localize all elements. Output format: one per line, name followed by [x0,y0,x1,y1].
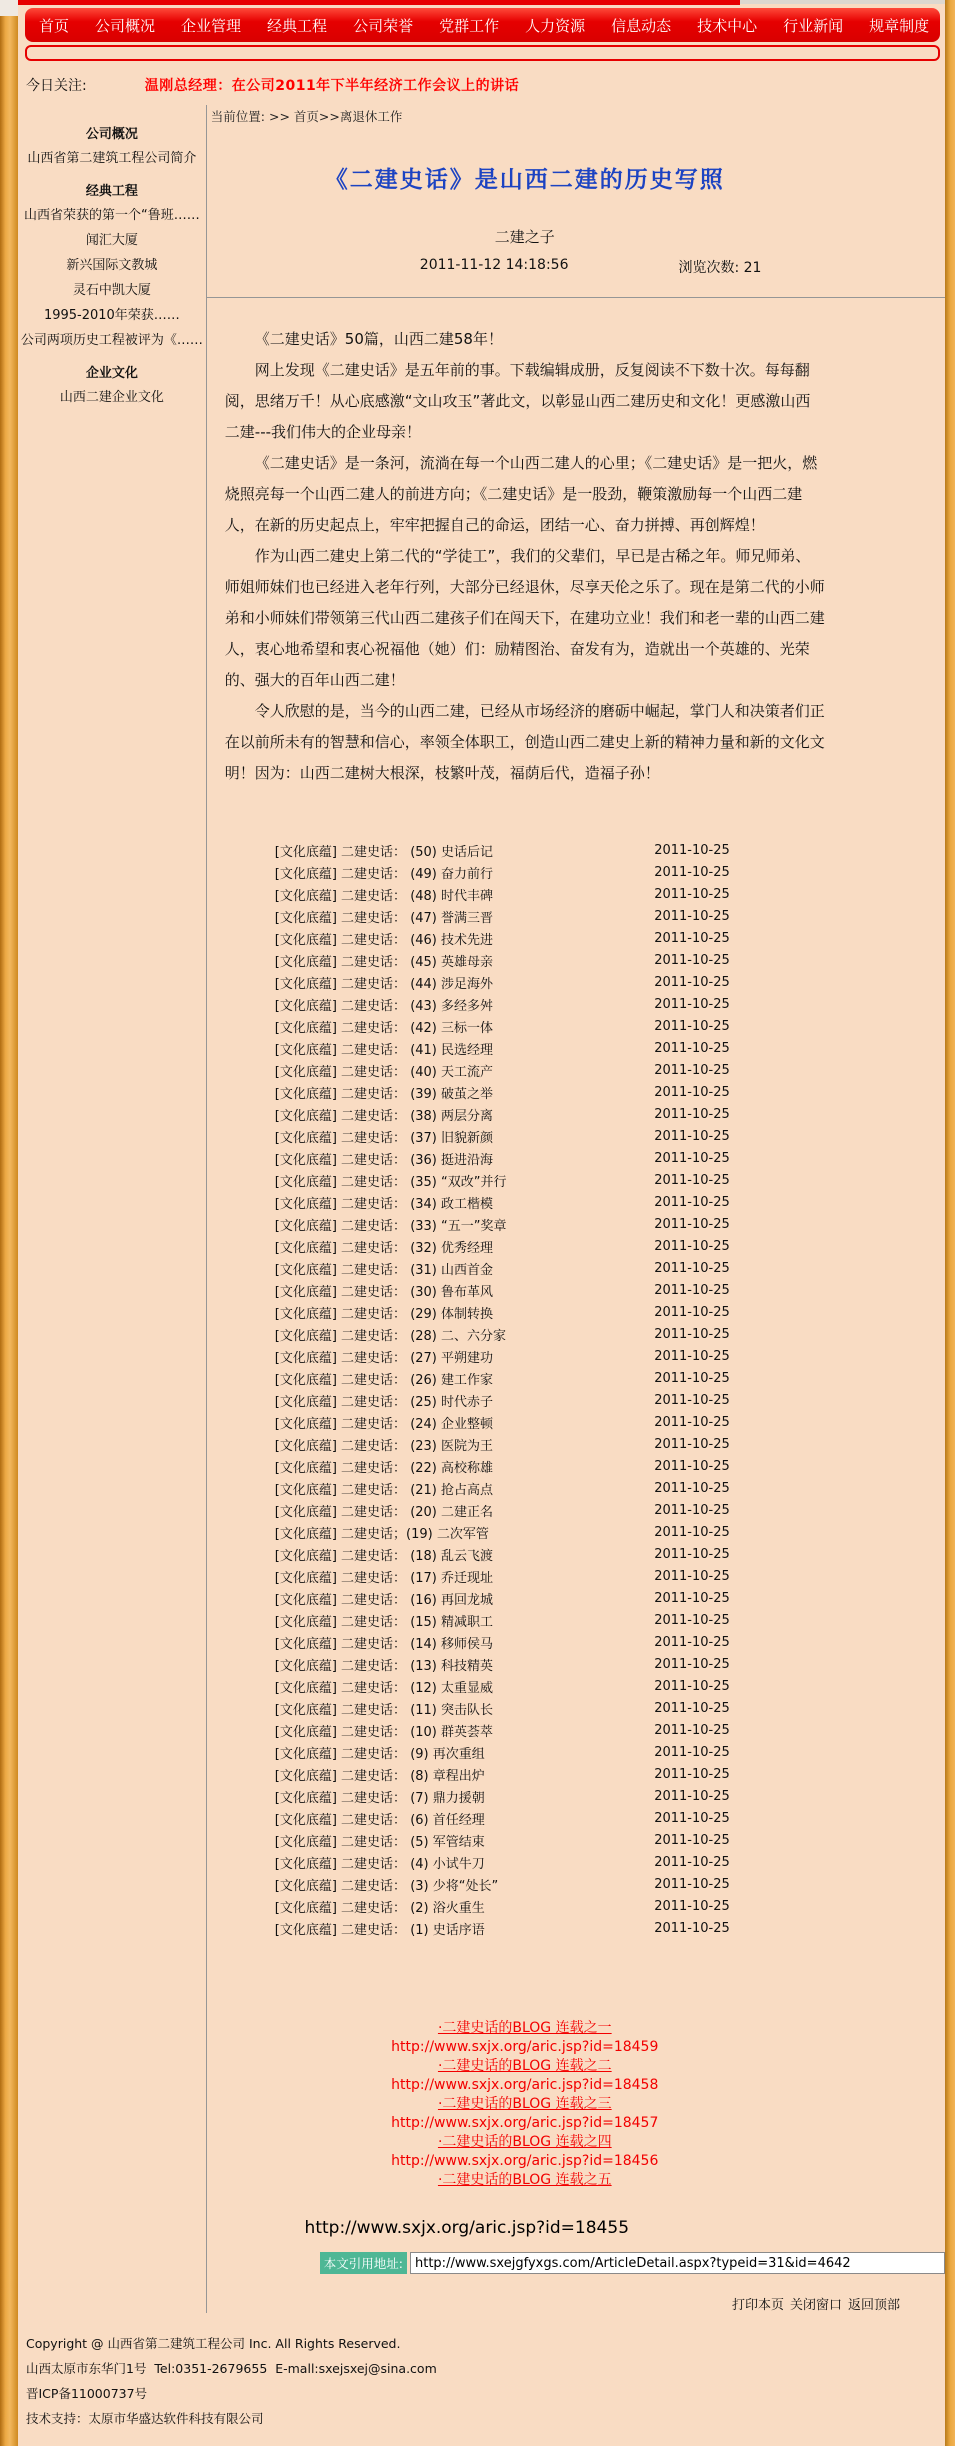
blog-link[interactable]: http://www.sxjx.org/aric.jsp?id=18458 [391,2077,659,2093]
article-paragraph: 《二建史话》50篇，山西二建58年！ [254,330,503,348]
sidebar-link[interactable]: 1995-2010年荣获…… [43,308,180,323]
list-item-date: 2011-10-25 [654,1722,730,1738]
list-item-title[interactable]: [文化底蕴] 二建史话： (10) 群英荟萃 [274,1724,494,1740]
nav-item[interactable]: 人力资源 [525,16,586,35]
list-item[interactable] [225,1785,825,1807]
list-item-date: 2011-10-25 [654,1172,730,1188]
page-actions-row [207,2294,945,2313]
list-item[interactable] [225,1059,825,1081]
list-item-title[interactable]: [文化底蕴] 二建史话： (48) 时代丰碑 [274,888,494,904]
nav-item[interactable]: 党群工作 [439,16,500,35]
list-item-date: 2011-10-25 [654,1744,730,1760]
list-item-title[interactable]: [文化底蕴] 二建史话： (39) 破茧之举 [274,1086,494,1102]
list-item-title[interactable]: [文化底蕴] 二建史话： (1) 史话序语 [274,1922,485,1938]
nav-item[interactable]: 首页 [39,16,70,35]
list-item[interactable] [225,1081,825,1103]
blog-link[interactable]: http://www.sxjx.org/aric.jsp?id=18456 [391,2153,659,2169]
list-item-date: 2011-10-25 [654,974,730,990]
list-item-date: 2011-10-25 [654,1414,730,1430]
today-focus-headline[interactable]: 温刚总经理：在公司2011年下半年经济工作会议上的讲话 [144,78,520,94]
sidebar-section-title: 经典工程 [85,184,138,199]
plain-article-url[interactable]: http://www.sxjx.org/aric.jsp?id=18455 [304,2218,630,2238]
list-item[interactable] [225,971,825,993]
page-container [18,0,945,2446]
article-paragraph: 令人欣慰的是，当今的山西二建，已经从市场经济的磨砺中崛起，掌门人和决策者们正在以前所未有的智慧和信心，率领全体职工，创造山西二建史上新的精神力量和新的文化文明！因为：山西二建树大根深，枝繁叶茂，福荫后代，造福子孙！ [224,702,825,782]
list-item[interactable] [225,1829,825,1851]
today-focus-row [18,75,945,95]
list-item[interactable] [225,1873,825,1895]
cite-url-label: 本文引用地址: [320,2252,407,2274]
list-item[interactable] [225,1433,825,1455]
list-item-title[interactable]: [文化底蕴] 二建史话；(19) 二次军管 [274,1526,489,1542]
list-item-title[interactable]: [文化底蕴] 二建史话： (47) 誉满三晋 [274,910,494,926]
list-item-date: 2011-10-25 [654,1150,730,1166]
list-item[interactable] [225,1213,825,1235]
list-item-date: 2011-10-25 [654,1524,730,1540]
list-item-title[interactable]: [文化底蕴] 二建史话： (49) 奋力前行 [274,866,494,882]
list-item-date: 2011-10-25 [654,1546,730,1562]
list-item-title[interactable]: [文化底蕴] 二建史话： (4) 小试牛刀 [274,1856,485,1872]
list-item-title[interactable]: [文化底蕴] 二建史话： (27) 平朔建功 [274,1350,494,1366]
page-action-link[interactable]: 关闭窗口 [789,2298,842,2313]
list-item-date: 2011-10-25 [654,1348,730,1364]
sidebar-links [18,391,206,405]
sidebar-link[interactable]: 山西省荣获的第一个“鲁班…… [24,208,200,223]
sidebar-section-title: 企业文化 [85,366,138,381]
list-item-date: 2011-10-25 [654,1062,730,1078]
footer-line: Copyright @ 山西省第二建筑工程公司 Inc. All Rights Reserved. [26,2336,401,2351]
list-item[interactable] [225,1807,825,1829]
sidebar-link[interactable]: 闻汇大厦 [85,233,138,248]
list-item-date: 2011-10-25 [654,996,730,1012]
list-item-title[interactable]: [文化底蕴] 二建史话： (6) 首任经理 [274,1812,485,1828]
sidebar-link[interactable]: 山西省第二建筑工程公司简介 [27,151,197,166]
list-item-date: 2011-10-25 [654,1590,730,1606]
article-header [225,161,825,277]
list-item-title[interactable]: [文化底蕴] 二建史话： (46) 技术先进 [274,932,494,948]
sidebar-link[interactable]: 灵石中凯大厦 [72,283,151,298]
list-item[interactable] [225,861,825,883]
list-item-title[interactable]: [文化底蕴] 二建史话： (31) 山西首金 [274,1262,494,1278]
list-item-date: 2011-10-25 [654,1326,730,1342]
list-item-title[interactable]: [文化底蕴] 二建史话： (35) “双改”并行 [274,1174,507,1190]
article-view-count: 浏览次数: 21 [678,260,762,276]
list-item-date: 2011-10-25 [654,1700,730,1716]
list-item[interactable] [225,883,825,905]
list-item[interactable] [225,839,825,861]
list-item-title[interactable]: [文化底蕴] 二建史话： (26) 建工作家 [274,1372,494,1388]
sidebar-links [18,152,206,166]
breadcrumb[interactable]: 当前位置: >> 首页>>离退休工作 [210,109,403,124]
blog-links-block [225,2019,825,2190]
nav-item[interactable]: 公司概况 [95,16,156,35]
list-item[interactable] [225,1147,825,1169]
sidebar-links [18,209,206,348]
header-divider [207,297,945,298]
list-item-title[interactable]: [文化底蕴] 二建史话： (43) 多经多舛 [274,998,494,1014]
list-item-date: 2011-10-25 [654,1810,730,1826]
nav-item[interactable]: 规章制度 [869,16,930,35]
sidebar-section [18,180,206,348]
list-item-date: 2011-10-25 [654,930,730,946]
list-item[interactable] [225,1653,825,1675]
list-item[interactable] [225,1587,825,1609]
list-item-date: 2011-10-25 [654,1854,730,1870]
list-item[interactable] [225,1125,825,1147]
list-item[interactable] [225,1851,825,1873]
list-item[interactable] [225,1499,825,1521]
list-item-date: 2011-10-25 [654,1678,730,1694]
list-item-date: 2011-10-25 [654,1458,730,1474]
list-item[interactable] [225,1543,825,1565]
list-item[interactable] [225,1411,825,1433]
list-item-title[interactable]: [文化底蕴] 二建史话： (44) 涉足海外 [274,976,494,992]
top-red-strip [18,0,740,5]
list-item-date: 2011-10-25 [654,1018,730,1034]
article-title: 《二建史话》是山西二建的历史写照 [324,167,725,193]
nav-item[interactable]: 行业新闻 [783,16,844,35]
article-datetime: 2011-11-12 14:18:56 [419,257,569,273]
list-item[interactable] [225,1719,825,1741]
list-item[interactable] [225,1675,825,1697]
list-item-date: 2011-10-25 [654,842,730,858]
list-item-title[interactable]: [文化底蕴] 二建史话： (11) 突击队长 [274,1702,494,1718]
history-article-list [225,839,825,1939]
list-item-title[interactable]: [文化底蕴] 二建史话： (42) 三标一体 [274,1020,494,1036]
list-item-title[interactable]: [文化底蕴] 二建史话： (12) 太重显威 [274,1680,494,1696]
list-item-date: 2011-10-25 [654,1898,730,1914]
notice-marquee-box [25,45,940,61]
list-item-date: 2011-10-25 [654,952,730,968]
list-item-title[interactable]: [文化底蕴] 二建史话： (14) 移师侯马 [274,1636,494,1652]
list-item-title[interactable]: [文化底蕴] 二建史话： (25) 时代赤子 [274,1394,494,1410]
list-item-title[interactable]: [文化底蕴] 二建史话： (23) 医院为王 [274,1438,494,1454]
list-item[interactable] [225,1389,825,1411]
nav-item[interactable]: 企业管理 [181,16,242,35]
list-item-date: 2011-10-25 [654,886,730,902]
list-item[interactable] [225,1697,825,1719]
article-paragraph: 作为山西二建史上第二代的“学徒工”，我们的父辈们，早已是古稀之年。师兄师弟、师姐师妹们也已经进入老年行列，大部分已经退休，尽享天伦之乐了。现在是第二代的小师弟和小师妹们带领第三代山西二建孩子们在闯天下，在建功立业！我们和老一辈的山西二建人，衷心地希望和衷心祝福他（她）们：励精图治、奋发有为，造就出一个英雄的、光荣的、强大的百年山西二建！ [224,547,825,689]
sidebar-section [18,123,206,166]
list-item-title[interactable]: [文化底蕴] 二建史话： (16) 再回龙城 [274,1592,494,1608]
footer-line: 山西太原市东华门1号 Tel:0351-2679655 E-mall:sxejsxej@sina.com [26,2361,437,2376]
list-item-date: 2011-10-25 [654,1238,730,1254]
list-item[interactable] [225,1191,825,1213]
article-body [225,324,825,789]
list-item[interactable] [225,1367,825,1389]
article-paragraph: 网上发现《二建史话》是五年前的事。下载编辑成册，反复阅读不下数十次。每每翻阅，思绪万千！从心底感激“文山攻玉”著此文，以彰显山西二建历史和文化！更感激山西二建---我们伟大的企业母亲！ [224,361,811,441]
list-item-date: 2011-10-25 [654,1480,730,1496]
nav-item[interactable]: 信息动态 [611,16,672,35]
list-item-title[interactable]: [文化底蕴] 二建史话： (21) 抢占高点 [274,1482,494,1498]
list-item-title[interactable]: [文化底蕴] 二建史话： (28) 二、六分家 [274,1328,507,1344]
blog-link[interactable]: ·二建史话的BLOG 连载之五 [437,2172,612,2188]
list-item[interactable] [225,927,825,949]
list-item[interactable] [225,1477,825,1499]
list-item-title[interactable]: [文化底蕴] 二建史话： (36) 挺进沿海 [274,1152,494,1168]
sidebar [18,105,206,2313]
list-item-title[interactable]: [文化底蕴] 二建史话： (2) 浴火重生 [274,1900,485,1916]
footer-line: 技术支持：太原市华盛达软件科技有限公司 [26,2411,264,2426]
blog-link[interactable]: ·二建史话的BLOG 连载之三 [437,2096,612,2112]
list-item-date: 2011-10-25 [654,1876,730,1892]
list-item-date: 2011-10-25 [654,864,730,880]
list-item[interactable] [225,1037,825,1059]
list-item[interactable] [225,993,825,1015]
list-item[interactable] [225,905,825,927]
page-action-link[interactable]: 打印本页 [731,2298,784,2313]
list-item[interactable] [225,1279,825,1301]
list-item-title[interactable]: [文化底蕴] 二建史话： (17) 乔迁现址 [274,1570,494,1586]
list-item-date: 2011-10-25 [654,1788,730,1804]
list-item-date: 2011-10-25 [654,1128,730,1144]
list-item-title[interactable]: [文化底蕴] 二建史话： (38) 两层分离 [274,1108,494,1124]
list-item-date: 2011-10-25 [654,1634,730,1650]
list-item[interactable] [225,1169,825,1191]
list-item-title[interactable]: [文化底蕴] 二建史话： (8) 章程出炉 [274,1768,485,1784]
list-item-date: 2011-10-25 [654,1040,730,1056]
list-item-title[interactable]: [文化底蕴] 二建史话： (41) 民选经理 [274,1042,494,1058]
sidebar-link[interactable]: 公司两项历史工程被评为《…… [20,333,203,348]
list-item-title[interactable]: [文化底蕴] 二建史话： (22) 高校称雄 [274,1460,494,1476]
list-item[interactable] [225,949,825,971]
list-item[interactable] [225,1741,825,1763]
top-gray-strip [740,0,945,4]
sidebar-section-title: 公司概况 [85,127,138,142]
list-item-title[interactable]: [文化底蕴] 二建史话： (5) 军管结束 [274,1834,485,1850]
list-item[interactable] [225,1015,825,1037]
top-left-corner [0,0,18,16]
list-item-date: 2011-10-25 [654,1568,730,1584]
content-row [18,105,945,2313]
nav-item[interactable]: 技术中心 [697,16,758,35]
list-item-title[interactable]: [文化底蕴] 二建史话： (33) “五一”奖章 [274,1218,507,1234]
list-item[interactable] [225,1257,825,1279]
list-item-date: 2011-10-25 [654,1656,730,1672]
right-gold-stripe [945,0,955,2446]
list-item-title[interactable]: [文化底蕴] 二建史话： (50) 史话后记 [274,844,494,860]
list-item[interactable] [225,1763,825,1785]
blog-link[interactable]: ·二建史话的BLOG 连载之二 [437,2058,612,2074]
list-item-title[interactable]: [文化底蕴] 二建史话： (24) 企业整顿 [274,1416,494,1432]
list-item-date: 2011-10-25 [654,1084,730,1100]
list-item[interactable] [225,1323,825,1345]
list-item[interactable] [225,1345,825,1367]
sidebar-link[interactable]: 新兴国际文教城 [66,258,158,273]
list-item-date: 2011-10-25 [654,1194,730,1210]
list-item-title[interactable]: [文化底蕴] 二建史话： (20) 二建正名 [274,1504,494,1520]
blog-link[interactable]: http://www.sxjx.org/aric.jsp?id=18457 [391,2115,659,2131]
footer [18,2313,945,2431]
list-item[interactable] [225,1609,825,1631]
list-item-title[interactable]: [文化底蕴] 二建史话： (15) 精减职工 [274,1614,494,1630]
list-item-date: 2011-10-25 [654,1106,730,1122]
list-item[interactable] [225,1235,825,1257]
list-item[interactable] [225,1455,825,1477]
sidebar-link[interactable]: 山西二建企业文化 [59,390,164,405]
list-item[interactable] [225,1103,825,1125]
list-item-date: 2011-10-25 [654,1832,730,1848]
list-item[interactable] [225,1631,825,1653]
list-item-title[interactable]: [文化底蕴] 二建史话： (45) 英雄母亲 [274,954,494,970]
list-item-date: 2011-10-25 [654,1766,730,1782]
list-item-title[interactable]: [文化底蕴] 二建史话： (3) 少将“处长” [274,1878,499,1894]
cite-url-input[interactable] [410,2252,945,2274]
list-item[interactable] [225,1521,825,1543]
article-meta-row [225,257,825,277]
list-item-date: 2011-10-25 [654,1370,730,1386]
article-author: 二建之子 [494,228,555,246]
list-item[interactable] [225,1301,825,1323]
list-item-title[interactable]: [文化底蕴] 二建史话： (37) 旧貌新颜 [274,1130,494,1146]
list-item-date: 2011-10-25 [654,1920,730,1936]
list-item-title[interactable]: [文化底蕴] 二建史话： (9) 再次重组 [274,1746,485,1762]
list-item-date: 2011-10-25 [654,1612,730,1628]
blog-link[interactable]: ·二建史话的BLOG 连载之四 [437,2134,612,2150]
list-item-title[interactable]: [文化底蕴] 二建史话： (30) 鲁布革风 [274,1284,494,1300]
nav-item[interactable]: 经典工程 [267,16,328,35]
footer-line: 晋ICP备11000737号 [26,2386,148,2401]
blog-link[interactable]: http://www.sxjx.org/aric.jsp?id=18459 [391,2039,659,2055]
list-item-title[interactable]: [文化底蕴] 二建史话： (32) 优秀经理 [274,1240,494,1256]
list-item-date: 2011-10-25 [654,1216,730,1232]
main-column [206,105,945,2313]
list-item-date: 2011-10-25 [654,1282,730,1298]
list-item-title[interactable]: [文化底蕴] 二建史话： (34) 政工楷模 [274,1196,494,1212]
list-item-title[interactable]: [文化底蕴] 二建史话： (29) 体制转换 [274,1306,494,1322]
list-item-date: 2011-10-25 [654,1502,730,1518]
blog-link[interactable]: ·二建史话的BLOG 连载之一 [437,2020,612,2036]
list-item[interactable] [225,1895,825,1917]
list-item[interactable] [225,1565,825,1587]
sidebar-section [18,362,206,405]
list-item-title[interactable]: [文化底蕴] 二建史话： (40) 天工流产 [274,1064,494,1080]
nav-item[interactable]: 公司荣誉 [353,16,414,35]
left-gold-stripe [0,16,18,2446]
main-navigation [25,8,940,42]
list-item-title[interactable]: [文化底蕴] 二建史话： (7) 鼎力援朝 [274,1790,485,1806]
article-paragraph: 《二建史话》是一条河，流淌在每一个山西二建人的心里；《二建史话》是一把火，燃烧照亮每一个山西二建人的前进方向；《二建史话》是一股劲，鞭策激励每一个山西二建人，在新的历史起点上，牢牢把握自己的命运，团结一心、奋力拼搏、再创辉煌！ [224,454,818,534]
list-item-date: 2011-10-25 [654,1304,730,1320]
list-item-date: 2011-10-25 [654,908,730,924]
list-item-title[interactable]: [文化底蕴] 二建史话： (18) 乱云飞渡 [274,1548,494,1564]
list-item-date: 2011-10-25 [654,1436,730,1452]
list-item-date: 2011-10-25 [654,1392,730,1408]
list-item[interactable] [225,1917,825,1939]
cite-url-row [320,2252,945,2274]
today-focus-label: 今日关注: [26,78,87,94]
list-item-date: 2011-10-25 [654,1260,730,1276]
list-item-title[interactable]: [文化底蕴] 二建史话： (13) 科技精英 [274,1658,494,1674]
page-action-link[interactable]: 返回顶部 [847,2298,900,2313]
